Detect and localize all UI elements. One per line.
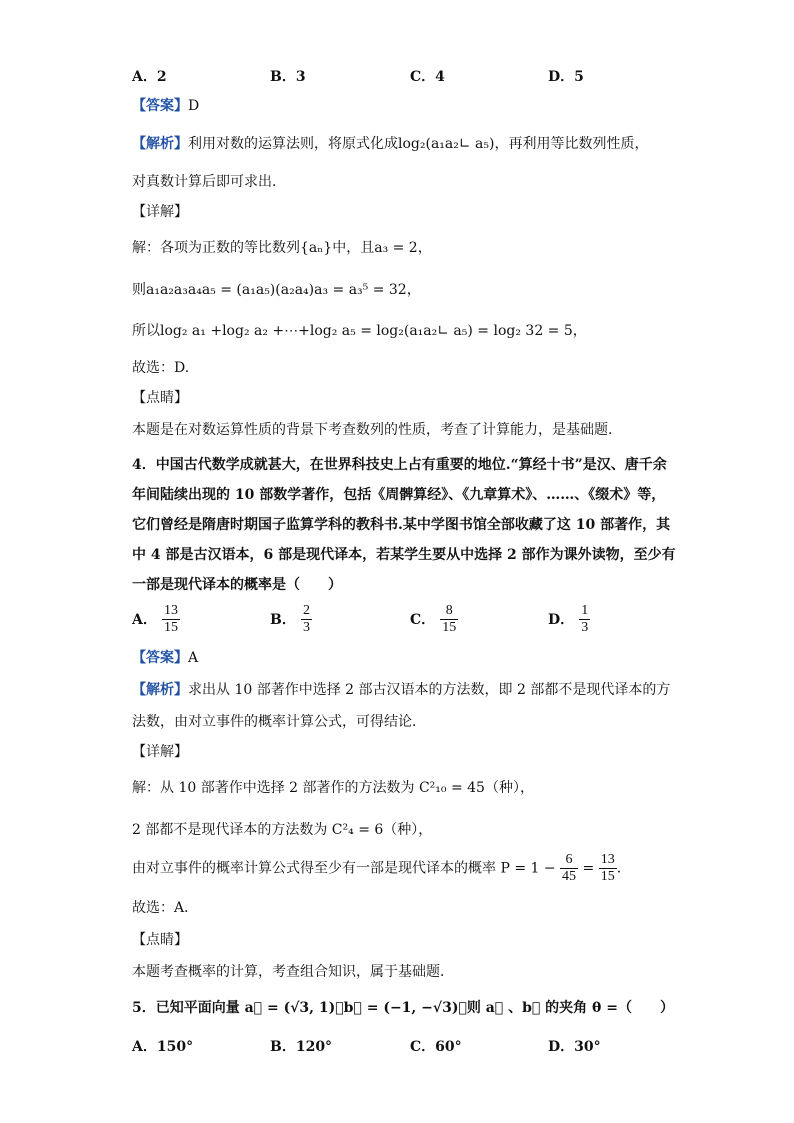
- denominator: 15: [442, 620, 457, 635]
- q3-option-c: C．4: [410, 69, 445, 85]
- numerator: 6: [560, 852, 578, 869]
- q4-detail-3-fraction-2: [599, 852, 617, 885]
- q4-stem-line-5: 一部是现代译本的概率是（ ）: [132, 577, 342, 593]
- q3-detail-tag: 【详解】: [132, 204, 188, 220]
- q4-analysis-text-1: 求出从 10 部著作中选择 2 部古汉语本的方法数，即 2 部都不是现代译本的方: [188, 682, 671, 698]
- denominator: 3: [302, 620, 310, 635]
- q3-analysis-line-1: [132, 134, 648, 154]
- q5-option-a: A．150°: [132, 1039, 194, 1055]
- numerator: 2: [302, 603, 310, 618]
- q3-comment-text: 本题是在对数运算性质的背景下考查数列的性质，考查了计算能力，是基础题.: [132, 422, 613, 438]
- q4-detail-tag: 【详解】: [132, 744, 188, 760]
- q4-option-c: [410, 603, 458, 636]
- q4-detail-3-equals: =: [582, 860, 595, 877]
- q4-stem-line-3: 它们曾经是隋唐时期国子监算学科的教科书.某中学图书馆全部收藏了这 10 部著作，其: [132, 517, 671, 533]
- q3-answer-value: D: [188, 98, 200, 114]
- q3-detail-line-4: 故选：D.: [132, 360, 190, 376]
- q5-option-c: C．60°: [410, 1039, 462, 1055]
- q4-option-c-fraction: [440, 603, 458, 636]
- denominator: 45: [562, 869, 577, 884]
- q3-detail-line-1: 解：各项为正数的等比数列{aₙ}中，且a₃ = 2，: [132, 240, 432, 256]
- numerator: 8: [440, 603, 458, 620]
- q4-comment-tag: 【点睛】: [132, 932, 188, 948]
- q4-option-a-letter: A．: [132, 612, 157, 628]
- answer-tag: 【答案】: [132, 98, 188, 114]
- q4-option-b-letter: B．: [270, 612, 296, 628]
- q3-detail-line-3: 所以log₂ a₁ +log₂ a₂ +⋯+log₂ a₅ = log₂(a₁a₂∟ a₅) = log₂ 32 = 5，: [132, 323, 587, 339]
- q3-option-d: D．5: [548, 69, 584, 85]
- numerator: 13: [163, 603, 178, 618]
- q4-comment-text: 本题考查概率的计算，考查组合知识，属于基础题．: [132, 964, 454, 980]
- q4-stem-line-2: 年间陆续出现的 10 部数学著作，包括《周髀算经》、《九章算术》、……、《缀术》等，: [132, 487, 666, 503]
- q3-comment-tag: 【点睛】: [132, 390, 188, 406]
- q4-option-a: [132, 603, 180, 636]
- q4-stem-line-4: 中 4 部是古汉语本，6 部是现代译本，若某学生要从中选择 2 部作为课外读物，至少有: [132, 547, 676, 563]
- answer-tag: 【答案】: [132, 650, 188, 666]
- q4-option-d-letter: D．: [548, 612, 575, 628]
- q4-detail-line-1: 解：从 10 部著作中选择 2 部著作的方法数为 C²₁₀ = 45（种），: [132, 780, 534, 796]
- q3-analysis-line-2: 对真数计算后即可求出．: [132, 174, 286, 190]
- denominator: 15: [163, 620, 178, 635]
- q5-stem-line-1: 5．已知平面向量 a⃗ = (√3, 1)，b⃗ = (−1, −√3)，则 a⃗ 、b⃗ 的夹角 θ =（ ）: [132, 1000, 674, 1016]
- q4-detail-3-end: ．: [616, 860, 631, 877]
- q4-answer-line: [132, 648, 198, 668]
- denominator: 15: [600, 869, 615, 884]
- q3-analysis-text-1: 利用对数的运算法则，将原式化成log₂(a₁a₂∟ a₅)，再利用等比数列性质，: [188, 136, 649, 152]
- q4-detail-line-3: [132, 852, 631, 885]
- q3-detail-line-2: 则a₁a₂a₃a₄a₅ = (a₁a₅)(a₂a₄)a₃ = a₃⁵ = 32，: [132, 282, 421, 298]
- q4-option-b: [270, 603, 312, 636]
- q4-stem-line-1: 4．中国古代数学成就甚大，在世界科技史上占有重要的地位.“算经十书”是汉、唐千余: [132, 457, 667, 473]
- q4-analysis-line-1: [132, 680, 670, 700]
- q5-option-d: D．30°: [548, 1039, 601, 1055]
- q4-option-c-letter: C．: [410, 612, 436, 628]
- q3-option-a: A．2: [132, 69, 167, 85]
- q4-option-d: [548, 603, 590, 636]
- q4-option-b-fraction: [301, 603, 312, 636]
- analysis-tag: 【解析】: [132, 682, 188, 698]
- q4-answer-value: A: [188, 650, 199, 666]
- numerator: 13: [600, 852, 615, 867]
- q3-answer-line: [132, 96, 199, 116]
- q4-detail-3-fraction-1: [560, 852, 578, 885]
- q4-option-a-fraction: [162, 603, 180, 636]
- q4-option-d-fraction: [579, 603, 590, 636]
- denominator: 3: [581, 620, 589, 635]
- q4-detail-3-prefix: 由对立事件的概率计算公式得至少有一部是现代译本的概率 P = 1 −: [132, 860, 556, 877]
- numerator: 1: [581, 603, 589, 618]
- q5-option-b: B．120°: [270, 1039, 333, 1055]
- q3-option-b: B．3: [270, 69, 306, 85]
- q4-detail-line-2: 2 部都不是现代译本的方法数为 C²₄ = 6（种），: [132, 822, 433, 838]
- analysis-tag: 【解析】: [132, 136, 188, 152]
- q4-analysis-line-2: 法数，由对立事件的概率计算公式，可得结论．: [132, 714, 426, 730]
- q4-detail-line-4: 故选：A．: [132, 900, 199, 916]
